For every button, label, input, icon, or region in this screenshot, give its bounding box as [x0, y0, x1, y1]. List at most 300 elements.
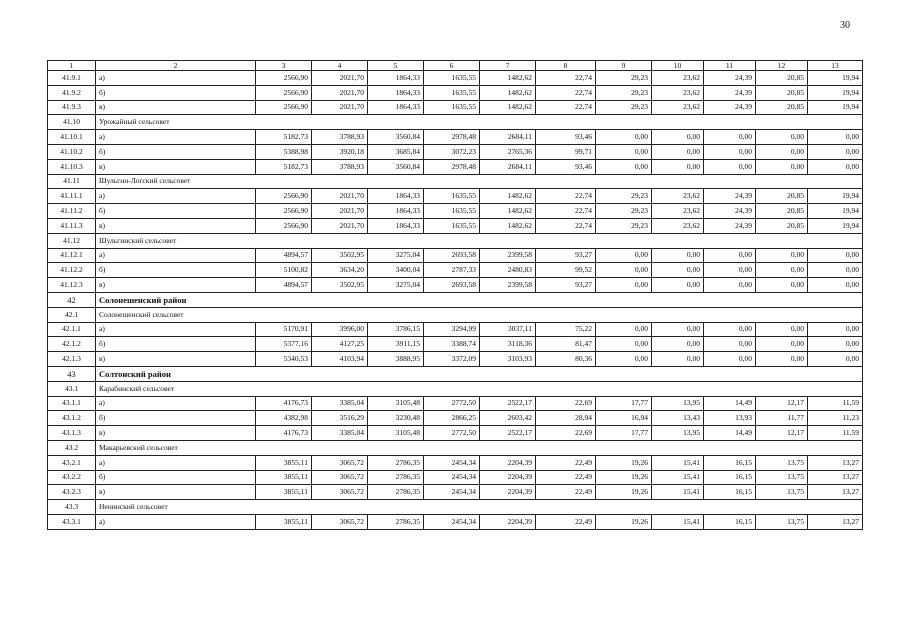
table-row	[48, 218, 863, 233]
value-cell-col-12: 20,85	[756, 218, 808, 233]
value-cell-col-5: 3400,04	[368, 263, 424, 278]
value-cell-col-7: 2399,58	[480, 278, 536, 293]
value-cell-col-11: 0,00	[704, 278, 756, 293]
row-variant: а)	[96, 396, 256, 411]
row-code: 41.11	[48, 174, 96, 189]
row-code: 42	[48, 292, 96, 307]
value-cell-col-3: 4894,57	[256, 248, 312, 263]
value-cell-col-12: 0,00	[756, 159, 808, 174]
row-variant: в)	[96, 159, 256, 174]
table-row	[48, 396, 863, 411]
table-body	[48, 71, 863, 530]
value-cell-col-7: 1482,62	[480, 85, 536, 100]
row-code: 43.1	[48, 381, 96, 396]
row-variant: в)	[96, 278, 256, 293]
value-cell-col-5: 1864,33	[368, 204, 424, 219]
value-cell-col-6: 2978,48	[424, 159, 480, 174]
value-cell-col-5: 2786,35	[368, 514, 424, 529]
value-cell-col-9: 0,00	[596, 159, 652, 174]
value-cell-col-6: 1635,55	[424, 218, 480, 233]
value-cell-col-8: 93,46	[536, 130, 596, 145]
value-cell-col-12: 0,00	[756, 352, 808, 367]
value-cell-col-12: 0,00	[756, 322, 808, 337]
row-code: 42.1	[48, 307, 96, 322]
value-cell-col-10: 0,00	[652, 248, 704, 263]
value-cell-col-4: 2021,70	[312, 189, 368, 204]
value-cell-col-13: 19,94	[808, 189, 863, 204]
value-cell-col-8: 28,94	[536, 411, 596, 426]
value-cell-col-4: 4127,25	[312, 337, 368, 352]
value-cell-col-3: 2566,90	[256, 85, 312, 100]
value-cell-col-5: 3685,84	[368, 144, 424, 159]
value-cell-col-7: 1482,62	[480, 204, 536, 219]
row-code: 42.1.3	[48, 352, 96, 367]
value-cell-col-11: 24,39	[704, 204, 756, 219]
row-code: 41.9.1	[48, 71, 96, 86]
value-cell-col-11: 0,00	[704, 130, 756, 145]
value-cell-col-6: 2454,34	[424, 470, 480, 485]
value-cell-col-5: 3105,48	[368, 426, 424, 441]
value-cell-col-6: 2772,50	[424, 396, 480, 411]
council-title: Ненинский сельсовет	[96, 500, 863, 515]
value-cell-col-5: 3560,84	[368, 130, 424, 145]
value-cell-col-3: 5340,53	[256, 352, 312, 367]
value-cell-col-8: 22,74	[536, 189, 596, 204]
council-header-row	[48, 500, 863, 515]
value-cell-col-9: 0,00	[596, 248, 652, 263]
value-cell-col-8: 80,36	[536, 352, 596, 367]
column-number-4: 4	[312, 61, 368, 71]
council-header-row	[48, 174, 863, 189]
value-cell-col-9: 29,23	[596, 100, 652, 115]
value-cell-col-4: 4103,94	[312, 352, 368, 367]
table-row	[48, 263, 863, 278]
value-cell-col-12: 0,00	[756, 248, 808, 263]
value-cell-col-12: 20,85	[756, 85, 808, 100]
value-cell-col-6: 2693,58	[424, 248, 480, 263]
value-cell-col-7: 2204,39	[480, 455, 536, 470]
value-cell-col-8: 93,27	[536, 248, 596, 263]
row-code: 41.12	[48, 233, 96, 248]
value-cell-col-6: 1635,55	[424, 100, 480, 115]
value-cell-col-13: 19,94	[808, 85, 863, 100]
row-variant: а)	[96, 322, 256, 337]
value-cell-col-8: 93,27	[536, 278, 596, 293]
row-code: 43.2.2	[48, 470, 96, 485]
value-cell-col-4: 2021,70	[312, 85, 368, 100]
value-cell-col-13: 0,00	[808, 248, 863, 263]
value-cell-col-7: 2204,39	[480, 470, 536, 485]
district-header-row	[48, 292, 863, 307]
value-cell-col-3: 2566,90	[256, 204, 312, 219]
row-variant: а)	[96, 248, 256, 263]
value-cell-col-13: 0,00	[808, 278, 863, 293]
column-number-6: 6	[424, 61, 480, 71]
value-cell-col-9: 19,26	[596, 470, 652, 485]
value-cell-col-5: 3786,15	[368, 322, 424, 337]
table-row	[48, 470, 863, 485]
value-cell-col-13: 11,59	[808, 426, 863, 441]
value-cell-col-7: 2204,39	[480, 514, 536, 529]
row-code: 43.3.1	[48, 514, 96, 529]
column-number-11: 11	[704, 61, 756, 71]
value-cell-col-11: 14,49	[704, 396, 756, 411]
value-cell-col-8: 22,49	[536, 485, 596, 500]
value-cell-col-4: 3788,93	[312, 130, 368, 145]
value-cell-col-12: 20,85	[756, 204, 808, 219]
value-cell-col-12: 13,75	[756, 485, 808, 500]
value-cell-col-11: 16,15	[704, 455, 756, 470]
value-cell-col-8: 22,74	[536, 204, 596, 219]
value-cell-col-12: 12,17	[756, 396, 808, 411]
value-cell-col-4: 2021,70	[312, 71, 368, 86]
value-cell-col-5: 1864,33	[368, 100, 424, 115]
value-cell-col-8: 22,74	[536, 71, 596, 86]
value-cell-col-13: 0,00	[808, 352, 863, 367]
value-cell-col-5: 2786,35	[368, 470, 424, 485]
row-code: 43.2.1	[48, 455, 96, 470]
value-cell-col-3: 3855,11	[256, 485, 312, 500]
value-cell-col-6: 1635,55	[424, 189, 480, 204]
value-cell-col-12: 0,00	[756, 130, 808, 145]
value-cell-col-5: 1864,33	[368, 85, 424, 100]
value-cell-col-10: 13,95	[652, 396, 704, 411]
value-cell-col-11: 24,39	[704, 85, 756, 100]
value-cell-col-4: 3385,04	[312, 426, 368, 441]
value-cell-col-5: 1864,33	[368, 218, 424, 233]
value-cell-col-13: 13,27	[808, 485, 863, 500]
value-cell-col-11: 16,15	[704, 485, 756, 500]
value-cell-col-8: 22,74	[536, 85, 596, 100]
value-cell-col-11: 0,00	[704, 352, 756, 367]
value-cell-col-10: 0,00	[652, 322, 704, 337]
value-cell-col-6: 2693,58	[424, 278, 480, 293]
value-cell-col-8: 93,46	[536, 159, 596, 174]
value-cell-col-3: 2566,90	[256, 189, 312, 204]
row-variant: в)	[96, 218, 256, 233]
table-row	[48, 278, 863, 293]
value-cell-col-11: 0,00	[704, 322, 756, 337]
table-row	[48, 426, 863, 441]
row-variant: в)	[96, 100, 256, 115]
row-variant: б)	[96, 144, 256, 159]
value-cell-col-5: 3888,95	[368, 352, 424, 367]
table-row	[48, 411, 863, 426]
value-cell-col-8: 22,49	[536, 470, 596, 485]
value-cell-col-5: 3105,48	[368, 396, 424, 411]
value-cell-col-5: 3275,04	[368, 248, 424, 263]
council-title: Солонешенский сельсовет	[96, 307, 863, 322]
value-cell-col-6: 1635,55	[424, 204, 480, 219]
value-cell-col-11: 0,00	[704, 159, 756, 174]
value-cell-col-13: 11,59	[808, 396, 863, 411]
value-cell-col-11: 14,49	[704, 426, 756, 441]
value-cell-col-12: 0,00	[756, 144, 808, 159]
value-cell-col-4: 3502,95	[312, 248, 368, 263]
row-variant: в)	[96, 485, 256, 500]
district-title: Солтонский район	[96, 366, 863, 381]
value-cell-col-12: 0,00	[756, 337, 808, 352]
value-cell-col-11: 0,00	[704, 144, 756, 159]
value-cell-col-7: 2522,17	[480, 426, 536, 441]
value-cell-col-13: 11,23	[808, 411, 863, 426]
value-cell-col-8: 22,69	[536, 426, 596, 441]
value-cell-col-12: 12,17	[756, 426, 808, 441]
value-cell-col-10: 0,00	[652, 159, 704, 174]
value-cell-col-12: 20,85	[756, 189, 808, 204]
table-row	[48, 100, 863, 115]
value-cell-col-6: 2787,33	[424, 263, 480, 278]
value-cell-col-9: 0,00	[596, 130, 652, 145]
value-cell-col-10: 15,41	[652, 470, 704, 485]
row-code: 41.11.1	[48, 189, 96, 204]
value-cell-col-7: 3118,36	[480, 337, 536, 352]
column-number-12: 12	[756, 61, 808, 71]
value-cell-col-3: 5182,73	[256, 159, 312, 174]
value-cell-col-13: 19,94	[808, 218, 863, 233]
value-cell-col-11: 13,93	[704, 411, 756, 426]
value-cell-col-9: 19,26	[596, 485, 652, 500]
row-code: 43.3	[48, 500, 96, 515]
value-cell-col-11: 24,39	[704, 100, 756, 115]
row-code: 43.1.2	[48, 411, 96, 426]
row-code: 43.1.1	[48, 396, 96, 411]
column-number-2: 2	[96, 61, 256, 71]
value-cell-col-5: 3911,15	[368, 337, 424, 352]
value-cell-col-10: 0,00	[652, 144, 704, 159]
value-cell-col-13: 0,00	[808, 337, 863, 352]
value-cell-col-9: 0,00	[596, 263, 652, 278]
data-table	[47, 60, 863, 530]
value-cell-col-3: 5388,98	[256, 144, 312, 159]
row-variant: б)	[96, 411, 256, 426]
row-variant: а)	[96, 71, 256, 86]
value-cell-col-7: 1482,62	[480, 189, 536, 204]
council-header-row	[48, 307, 863, 322]
value-cell-col-9: 19,26	[596, 514, 652, 529]
table-row	[48, 130, 863, 145]
value-cell-col-8: 22,74	[536, 218, 596, 233]
value-cell-col-12: 13,75	[756, 455, 808, 470]
council-title: Карабинский сельсовет	[96, 381, 863, 396]
value-cell-col-13: 0,00	[808, 263, 863, 278]
value-cell-col-13: 0,00	[808, 130, 863, 145]
value-cell-col-12: 0,00	[756, 278, 808, 293]
value-cell-col-10: 23,62	[652, 85, 704, 100]
row-code: 41.11.3	[48, 218, 96, 233]
value-cell-col-9: 0,00	[596, 144, 652, 159]
value-cell-col-7: 2765,36	[480, 144, 536, 159]
value-cell-col-10: 0,00	[652, 337, 704, 352]
value-cell-col-7: 2480,83	[480, 263, 536, 278]
value-cell-col-8: 22,69	[536, 396, 596, 411]
value-cell-col-7: 3037,11	[480, 322, 536, 337]
value-cell-col-9: 16,94	[596, 411, 652, 426]
value-cell-col-3: 4176,73	[256, 396, 312, 411]
value-cell-col-9: 29,23	[596, 85, 652, 100]
value-cell-col-8: 75,22	[536, 322, 596, 337]
row-code: 41.12.1	[48, 248, 96, 263]
value-cell-col-3: 2566,90	[256, 218, 312, 233]
row-variant: а)	[96, 514, 256, 529]
value-cell-col-12: 20,85	[756, 100, 808, 115]
page-number: 30	[840, 20, 850, 31]
value-cell-col-5: 2786,35	[368, 455, 424, 470]
value-cell-col-11: 16,15	[704, 514, 756, 529]
value-cell-col-11: 24,39	[704, 71, 756, 86]
column-number-10: 10	[652, 61, 704, 71]
table-row	[48, 352, 863, 367]
value-cell-col-4: 2021,70	[312, 100, 368, 115]
row-code: 41.10.2	[48, 144, 96, 159]
value-cell-col-4: 3385,04	[312, 396, 368, 411]
council-header-row	[48, 115, 863, 130]
council-header-row	[48, 233, 863, 248]
value-cell-col-3: 5377,16	[256, 337, 312, 352]
value-cell-col-7: 3103,93	[480, 352, 536, 367]
value-cell-col-12: 11,77	[756, 411, 808, 426]
row-variant: б)	[96, 204, 256, 219]
value-cell-col-4: 3996,00	[312, 322, 368, 337]
value-cell-col-7: 2522,17	[480, 396, 536, 411]
value-cell-col-5: 3560,84	[368, 159, 424, 174]
column-number-13: 13	[808, 61, 863, 71]
value-cell-col-4: 3788,93	[312, 159, 368, 174]
value-cell-col-3: 4382,98	[256, 411, 312, 426]
row-variant: в)	[96, 426, 256, 441]
value-cell-col-13: 0,00	[808, 144, 863, 159]
value-cell-col-12: 0,00	[756, 263, 808, 278]
value-cell-col-4: 3502,95	[312, 278, 368, 293]
row-variant: в)	[96, 352, 256, 367]
value-cell-col-12: 20,85	[756, 71, 808, 86]
value-cell-col-9: 29,23	[596, 204, 652, 219]
value-cell-col-3: 2566,90	[256, 100, 312, 115]
value-cell-col-6: 3372,09	[424, 352, 480, 367]
value-cell-col-9: 29,23	[596, 189, 652, 204]
value-cell-col-10: 0,00	[652, 278, 704, 293]
value-cell-col-11: 24,39	[704, 218, 756, 233]
value-cell-col-11: 24,39	[704, 189, 756, 204]
value-cell-col-9: 17,77	[596, 396, 652, 411]
value-cell-col-10: 13,95	[652, 426, 704, 441]
council-title: Шульгинский сельсовет	[96, 233, 863, 248]
value-cell-col-5: 1864,33	[368, 189, 424, 204]
value-cell-col-13: 0,00	[808, 159, 863, 174]
value-cell-col-8: 22,49	[536, 455, 596, 470]
row-code: 41.9.2	[48, 85, 96, 100]
column-number-7: 7	[480, 61, 536, 71]
value-cell-col-10: 15,41	[652, 485, 704, 500]
value-cell-col-6: 2772,50	[424, 426, 480, 441]
value-cell-col-10: 23,62	[652, 189, 704, 204]
value-cell-col-13: 19,94	[808, 204, 863, 219]
table-row	[48, 71, 863, 86]
column-number-8: 8	[536, 61, 596, 71]
value-cell-col-9: 19,26	[596, 455, 652, 470]
value-cell-col-6: 2866,25	[424, 411, 480, 426]
value-cell-col-7: 2399,58	[480, 248, 536, 263]
row-code: 43.2.3	[48, 485, 96, 500]
value-cell-col-7: 1482,62	[480, 218, 536, 233]
row-variant: а)	[96, 189, 256, 204]
value-cell-col-12: 13,75	[756, 470, 808, 485]
value-cell-col-5: 1864,33	[368, 71, 424, 86]
value-cell-col-13: 19,94	[808, 100, 863, 115]
row-code: 41.10.3	[48, 159, 96, 174]
value-cell-col-10: 23,62	[652, 71, 704, 86]
column-number-1: 1	[48, 61, 96, 71]
district-header-row	[48, 366, 863, 381]
value-cell-col-13: 13,27	[808, 514, 863, 529]
value-cell-col-6: 2454,34	[424, 455, 480, 470]
row-code: 43	[48, 366, 96, 381]
value-cell-col-13: 19,94	[808, 71, 863, 86]
value-cell-col-6: 1635,55	[424, 85, 480, 100]
value-cell-col-10: 23,62	[652, 100, 704, 115]
row-code: 42.1.1	[48, 322, 96, 337]
value-cell-col-7: 2603,42	[480, 411, 536, 426]
council-header-row	[48, 381, 863, 396]
table-row	[48, 159, 863, 174]
value-cell-col-8: 81,47	[536, 337, 596, 352]
table-row	[48, 514, 863, 529]
row-code: 41.12.2	[48, 263, 96, 278]
council-title: Шульгин-Логский сельсовет	[96, 174, 863, 189]
value-cell-col-5: 3230,48	[368, 411, 424, 426]
council-header-row	[48, 440, 863, 455]
value-cell-col-6: 2454,34	[424, 514, 480, 529]
table-row	[48, 337, 863, 352]
row-variant: б)	[96, 470, 256, 485]
value-cell-col-7: 1482,62	[480, 71, 536, 86]
table-row	[48, 322, 863, 337]
council-title: Макарьевский сельсовет	[96, 440, 863, 455]
value-cell-col-4: 3065,72	[312, 485, 368, 500]
value-cell-col-4: 3634,20	[312, 263, 368, 278]
value-cell-col-3: 3855,11	[256, 455, 312, 470]
column-number-5: 5	[368, 61, 424, 71]
value-cell-col-13: 0,00	[808, 322, 863, 337]
table-row	[48, 485, 863, 500]
value-cell-col-3: 5100,82	[256, 263, 312, 278]
value-cell-col-11: 0,00	[704, 263, 756, 278]
value-cell-col-6: 1635,55	[424, 71, 480, 86]
value-cell-col-10: 23,62	[652, 218, 704, 233]
row-code: 41.11.2	[48, 204, 96, 219]
value-cell-col-10: 0,00	[652, 352, 704, 367]
value-cell-col-3: 3855,11	[256, 514, 312, 529]
value-cell-col-10: 13,43	[652, 411, 704, 426]
value-cell-col-6: 3072,23	[424, 144, 480, 159]
value-cell-col-9: 0,00	[596, 278, 652, 293]
value-cell-col-12: 13,75	[756, 514, 808, 529]
value-cell-col-13: 13,27	[808, 455, 863, 470]
value-cell-col-5: 3275,04	[368, 278, 424, 293]
row-variant: а)	[96, 130, 256, 145]
value-cell-col-3: 4894,57	[256, 278, 312, 293]
value-cell-col-5: 2786,35	[368, 485, 424, 500]
value-cell-col-7: 2684,11	[480, 130, 536, 145]
row-variant: а)	[96, 455, 256, 470]
row-code: 41.10.1	[48, 130, 96, 145]
district-title: Солонешенский район	[96, 292, 863, 307]
row-code: 42.1.2	[48, 337, 96, 352]
value-cell-col-9: 0,00	[596, 337, 652, 352]
row-code: 41.9.3	[48, 100, 96, 115]
value-cell-col-9: 0,00	[596, 322, 652, 337]
value-cell-col-3: 3855,11	[256, 470, 312, 485]
